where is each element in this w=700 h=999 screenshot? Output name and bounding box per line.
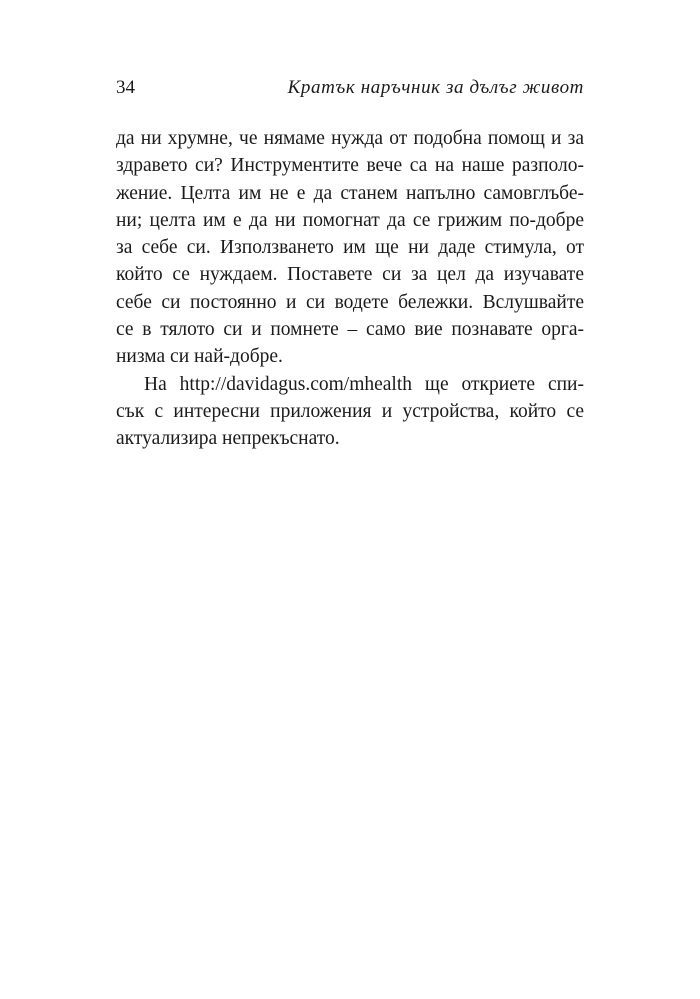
text-line: за себе си. Използването им ще ни даде стимула, от (116, 237, 584, 259)
text-line: здравето си? Инструментите вече са на наше разполо- (116, 155, 584, 177)
text-line: актуализира непрекъснато. (116, 428, 340, 450)
text-line: низма си най-добре. (116, 346, 283, 368)
page-number: 34 (116, 77, 135, 98)
running-header (116, 74, 584, 102)
text-line: който се нуждаем. Поставете си за цел да изучавате (116, 264, 584, 286)
running-head-title: Кратък наръчник за дълъг живот (287, 77, 584, 98)
text-line: ни; целта им е да ни помогнат да се грижим по-добре (116, 209, 584, 231)
text-line: се в тялото си и помнете – само вие познавате орга- (116, 319, 584, 341)
text-line: себе си постоянно и си водете бележки. Вслушвайте (116, 291, 584, 313)
text-line: жение. Целта им не е да станем напълно самовглъбе- (116, 182, 584, 204)
paragraph (116, 125, 584, 371)
text-line: сък с интересни приложения и устройства, който се (116, 400, 584, 422)
body-text (116, 125, 584, 453)
text-line: На http://davidagus.com/mhealth ще откриете спи- (144, 373, 584, 395)
text-line: да ни хрумне, че нямаме нужда от подобна помощ и за (116, 128, 584, 149)
paragraph (116, 371, 584, 453)
